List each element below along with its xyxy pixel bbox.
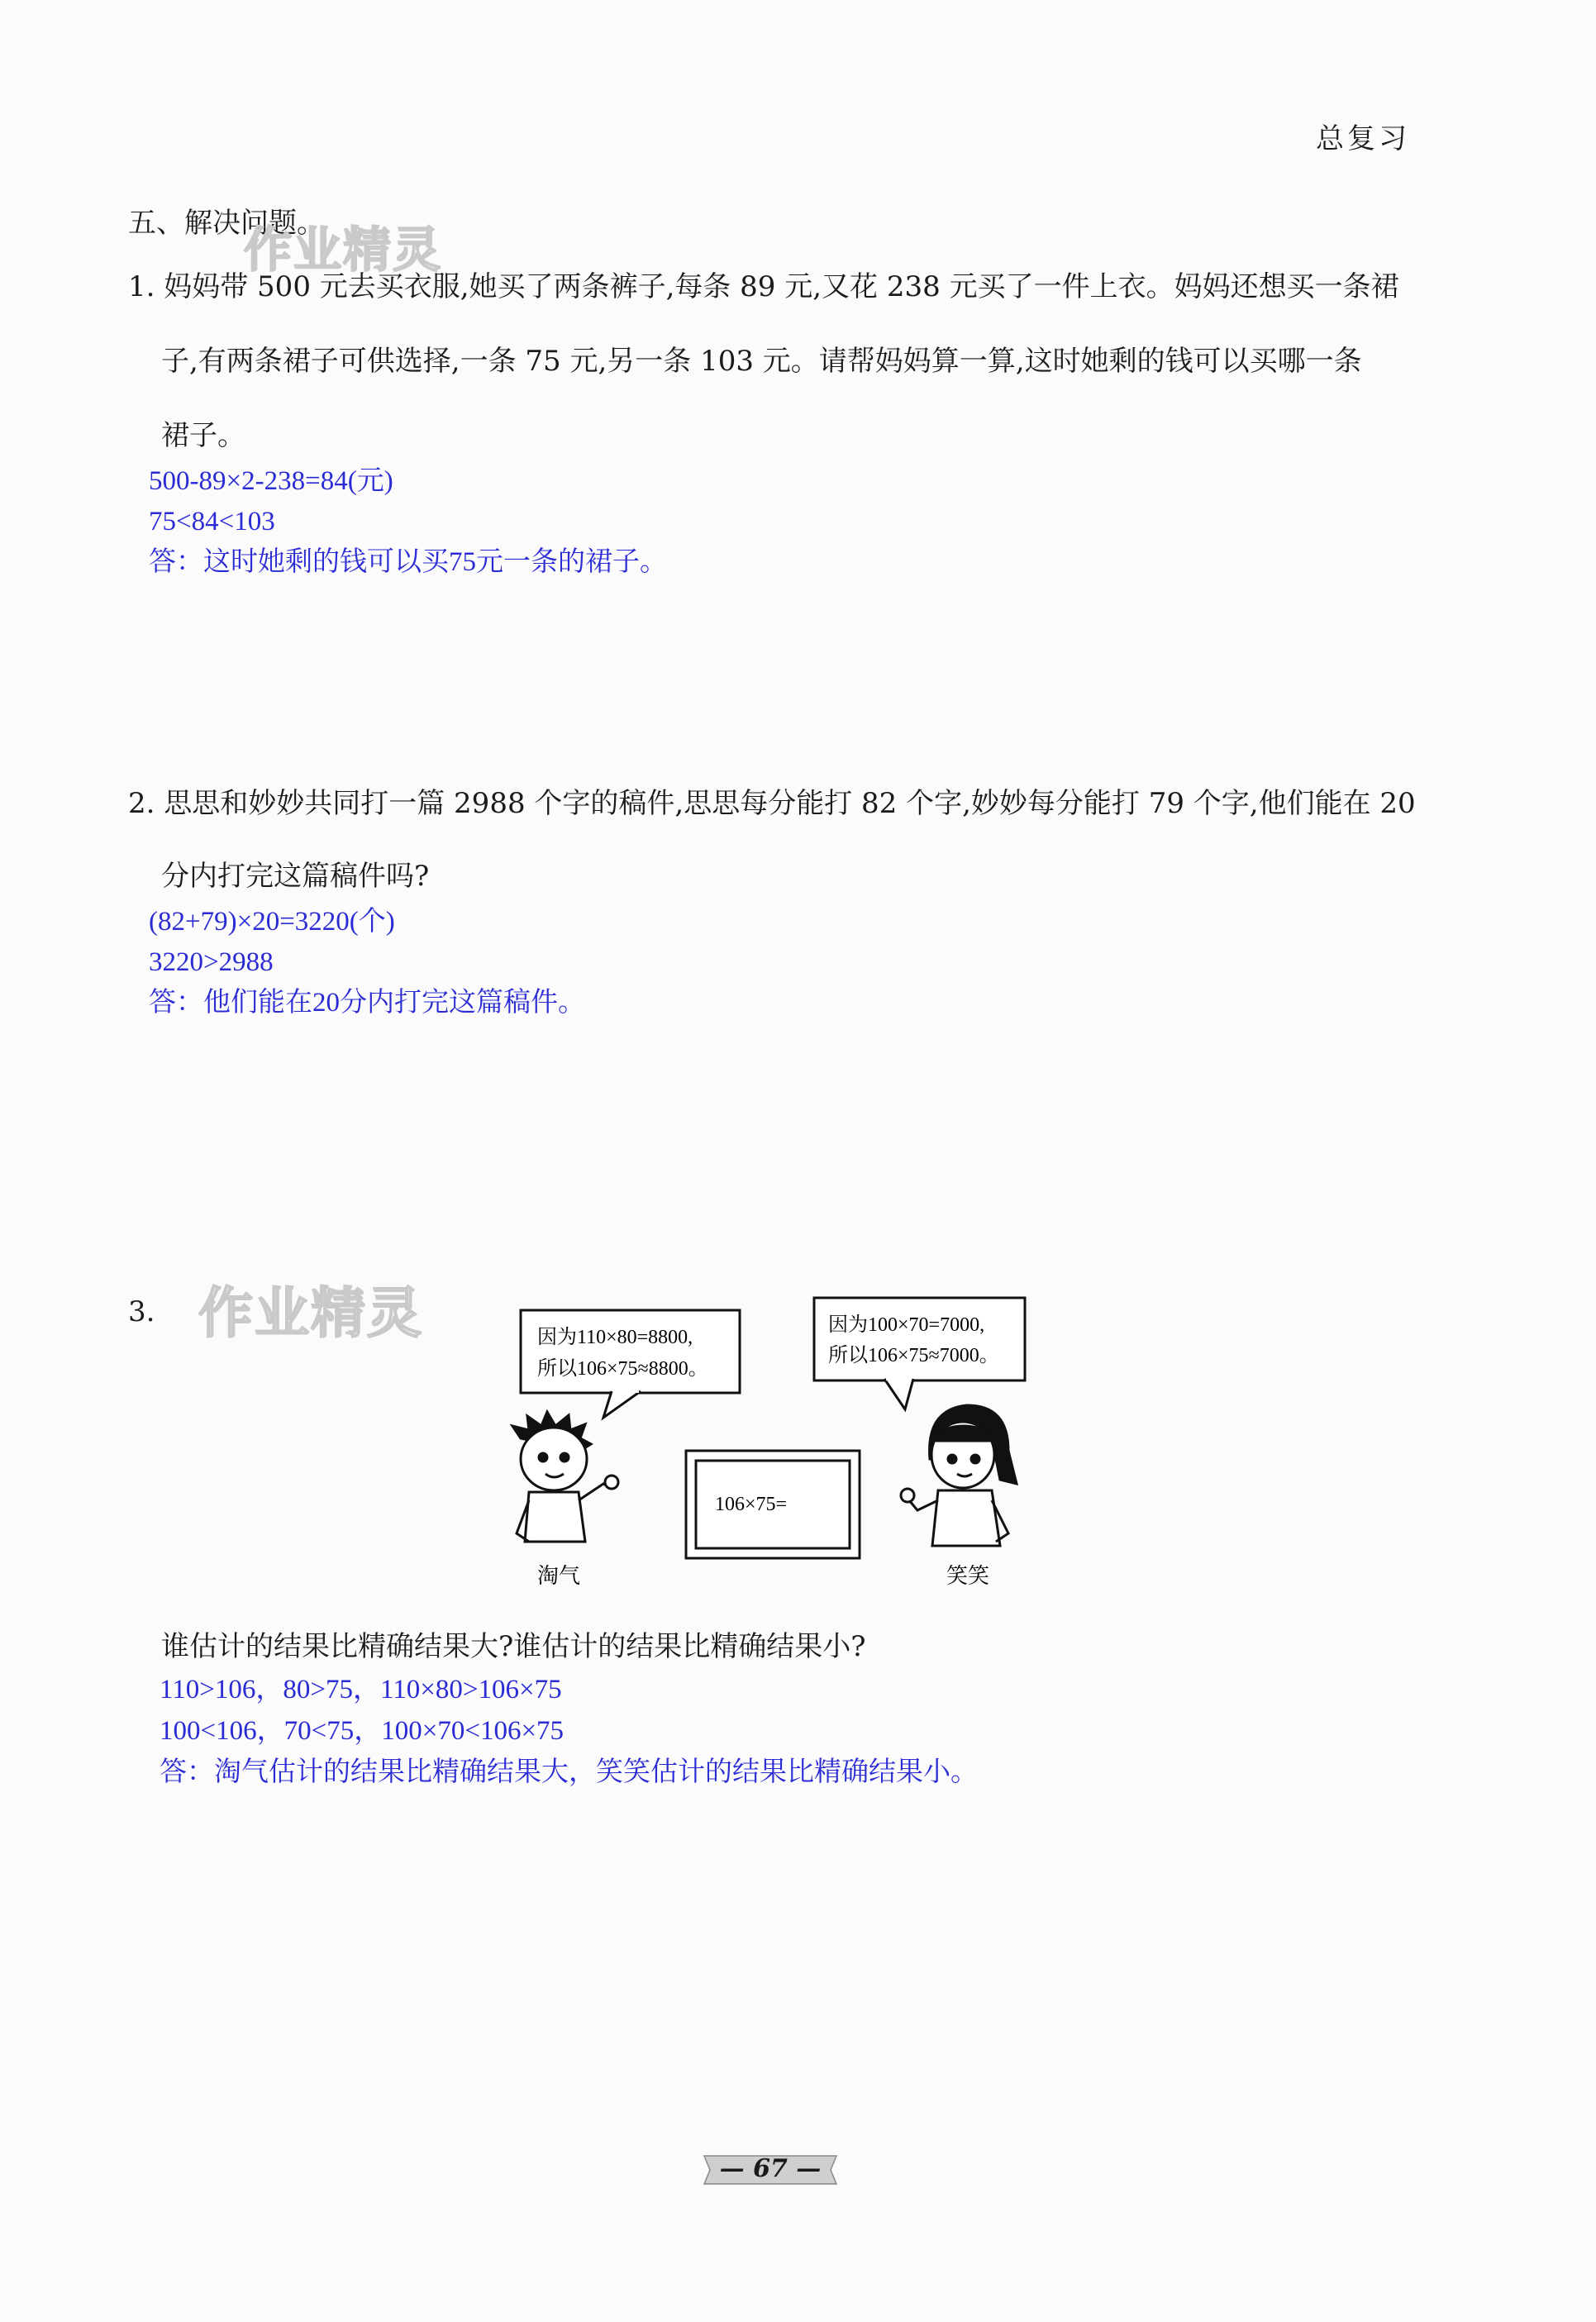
bubble-left-line2: 所以106×75≈8800。 xyxy=(537,1358,708,1380)
q1-line1: 1. 妈妈带 500 元去买衣服,她买了两条裤子,每条 89 元,又花 238 元买了一件上衣。妈妈还想买一条裙 xyxy=(128,270,1399,303)
girl-figure xyxy=(901,1405,1017,1546)
board-text: 106×75= xyxy=(715,1494,788,1515)
header-title: 总复习 xyxy=(1316,122,1410,155)
q1-line3: 裙子。 xyxy=(161,419,245,452)
q3-number: 3. xyxy=(128,1295,155,1328)
q2-answer-calc: (82+79)×20=3220(个) xyxy=(149,907,395,937)
girl-name-label: 笑笑 xyxy=(946,1564,990,1589)
q3-question: 谁估计的结果比精确结果大?谁估计的结果比精确结果小? xyxy=(161,1630,866,1663)
bubble-right-line2: 所以106×75≈7000。 xyxy=(828,1345,999,1366)
page-number-badge xyxy=(700,2149,841,2191)
page-number: — 67 — xyxy=(719,2154,822,2183)
q3-answer-taoqi: 110>106，80>75，110×80>106×75 xyxy=(160,1675,562,1705)
bubble-right-line1: 因为100×70=7000, xyxy=(828,1314,985,1336)
q1-answer-calc: 500-89×2-238=84(元) xyxy=(149,466,393,496)
estimation-illustration xyxy=(488,1294,1066,1591)
q3-answer-statement: 答：淘气估计的结果比精确结果大，笑笑估计的结果比精确结果小。 xyxy=(160,1757,978,1787)
q2-answer-statement: 答：他们能在20分内打完这篇稿件。 xyxy=(149,988,585,1018)
boy-figure xyxy=(512,1412,618,1542)
boy-name-label: 淘气 xyxy=(537,1564,581,1589)
speech-bubble-right xyxy=(814,1298,1025,1409)
q2-line2: 分内打完这篇稿件吗? xyxy=(161,860,430,893)
q1-line2: 子,有两条裙子可供选择,一条 75 元,另一条 103 元。请帮妈妈算一算,这时她剩的钱可以买哪一条 xyxy=(161,345,1362,378)
bubble-left-line1: 因为110×80=8800, xyxy=(537,1327,693,1348)
blackboard xyxy=(686,1451,860,1558)
q2-line1: 2. 思思和妙妙共同打一篇 2988 个字的稿件,思思每分能打 82 个字,妙妙每分能打 79 个字,他们能在 20 xyxy=(128,787,1416,820)
speech-bubble-left xyxy=(521,1310,740,1418)
q1-answer-statement: 答：这时她剩的钱可以买75元一条的裙子。 xyxy=(149,547,667,577)
q3-answer-xiaoxiao: 100<106，70<75，100×70<106×75 xyxy=(160,1716,565,1746)
section-title: 五、解决问题。 xyxy=(128,207,325,240)
watermark-mid: 作业精灵 xyxy=(198,1281,423,1345)
q1-answer-compare: 75<84<103 xyxy=(149,507,275,536)
q2-answer-compare: 3220>2988 xyxy=(149,947,274,977)
watermark-top: 作业精灵 xyxy=(244,222,443,278)
